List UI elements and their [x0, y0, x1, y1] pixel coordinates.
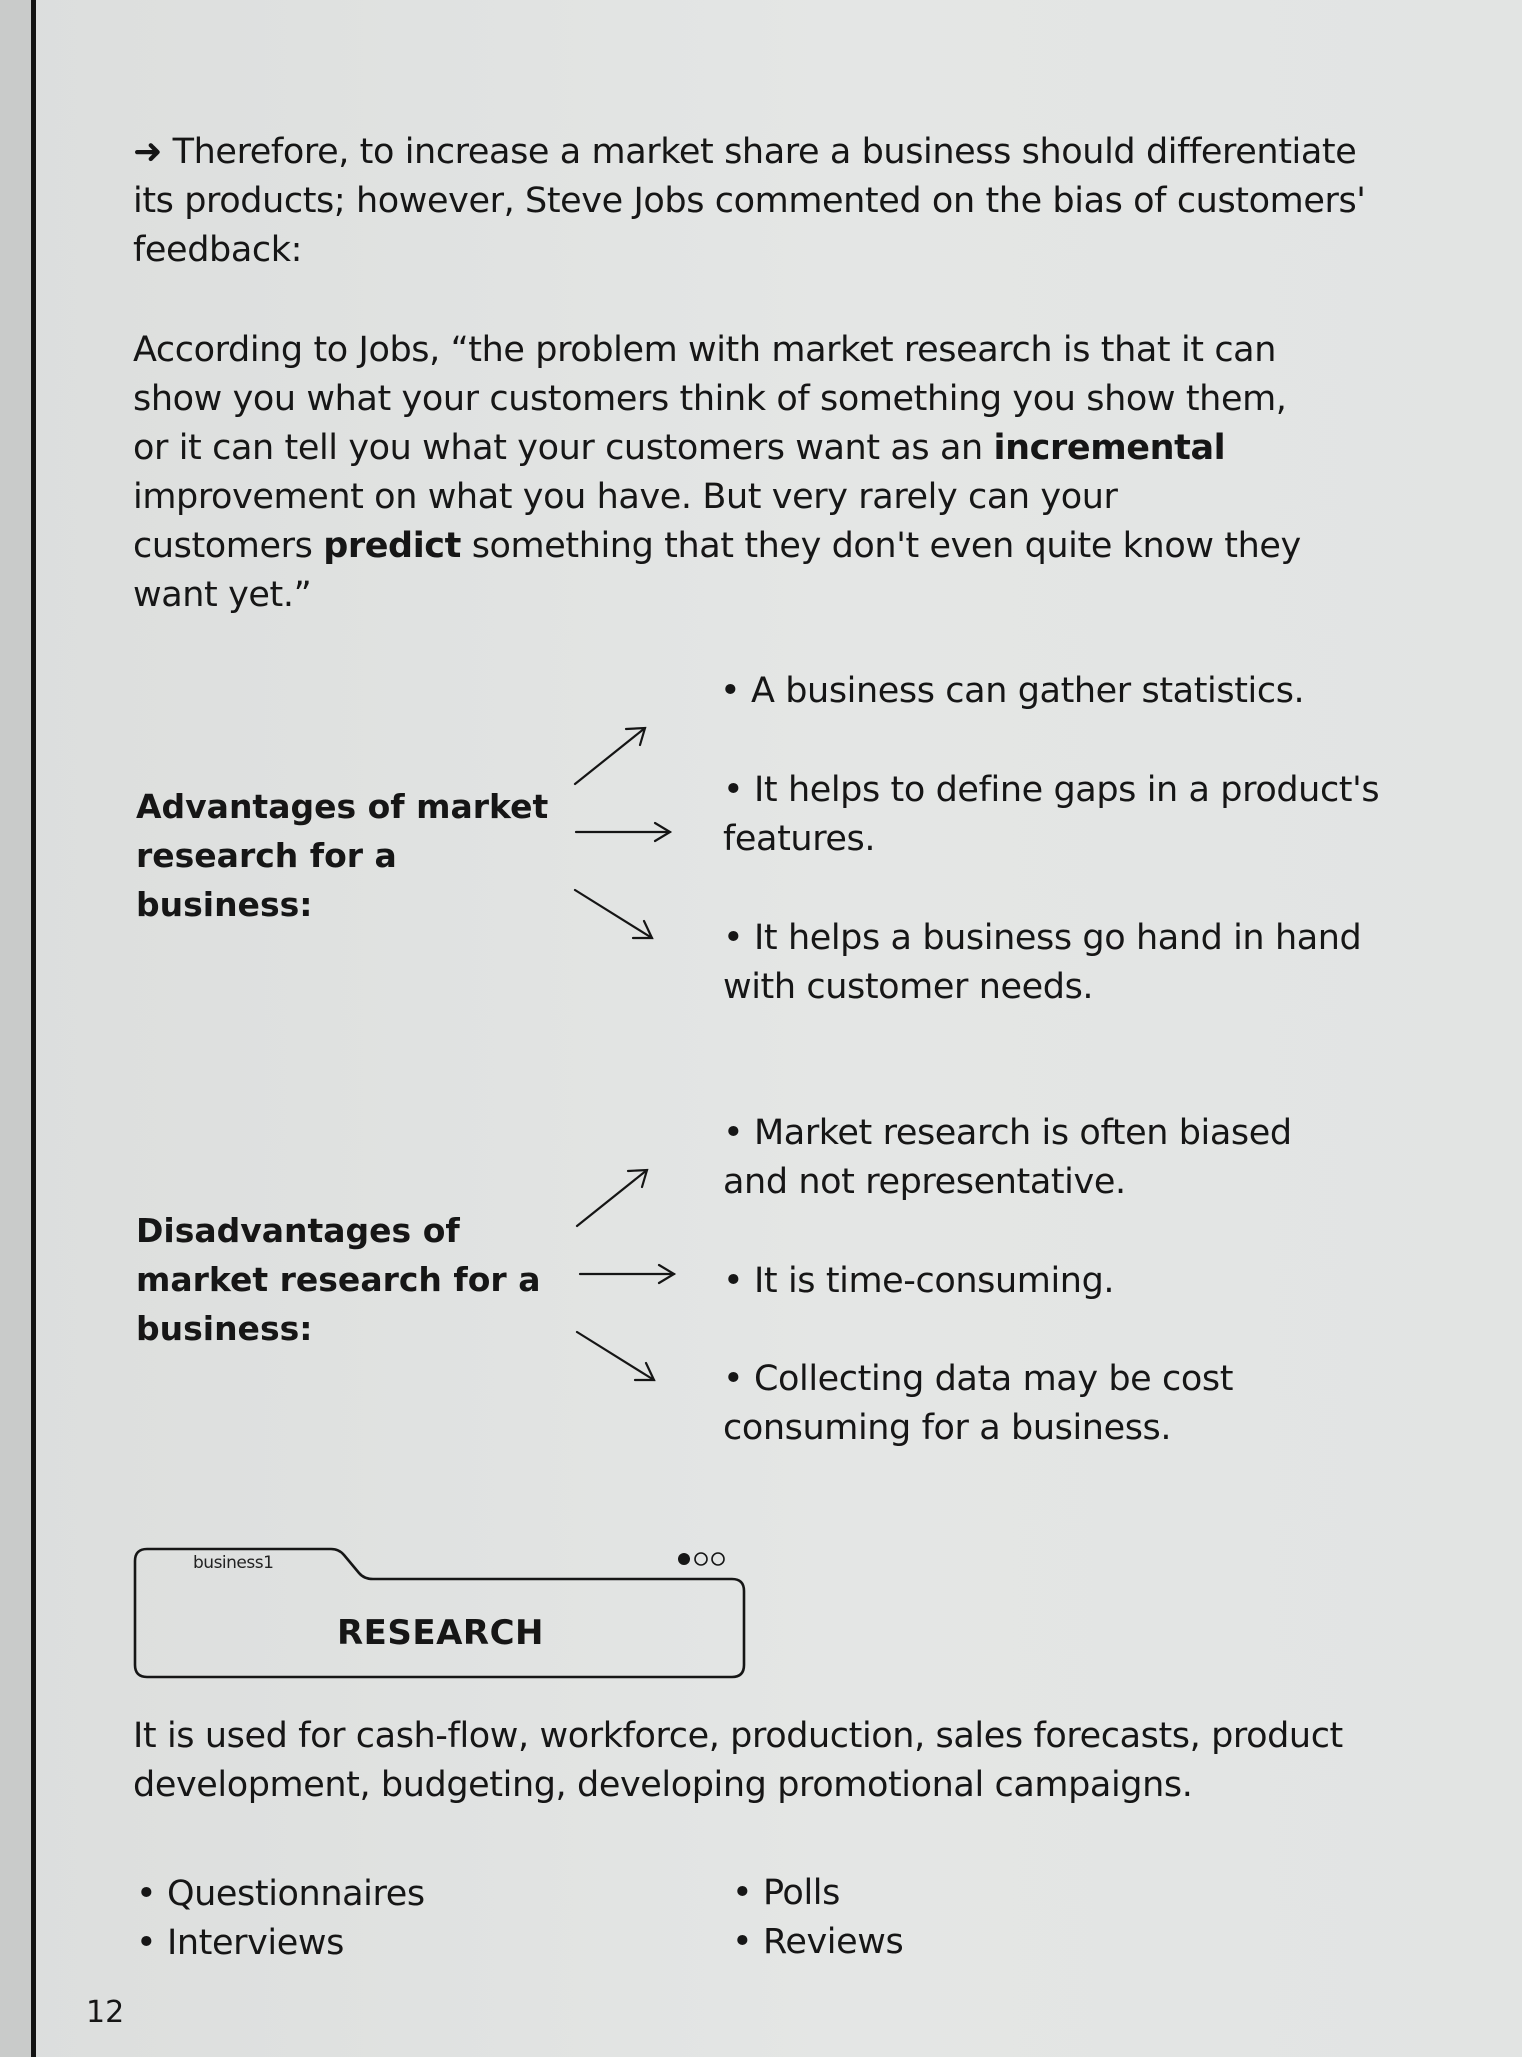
advantages-label: Advantages of market research for a business: [136, 787, 549, 924]
pagination-dots-icon [676, 1549, 726, 1569]
advantages-arrows-icon [560, 712, 690, 952]
arrow-right-icon: ➜ [133, 132, 162, 172]
advantage-item: • It helps to define gaps in a product's features. [723, 770, 1380, 859]
advantage-item: • It helps a business go hand in hand with customer needs. [723, 918, 1362, 1007]
page-number: 12 [86, 1995, 125, 2030]
method-item: • Interviews [136, 1923, 344, 1963]
disadvantages-label: Disadvantages of market research for a business: [136, 1211, 541, 1348]
disadvantages-arrows-icon [562, 1154, 692, 1394]
quote-text-2: improvement on what you have. But very rarely can your customers [133, 477, 1118, 566]
binding-spine [31, 0, 36, 2057]
disadvantage-item: • Market research is often biased and not representative. [723, 1113, 1292, 1202]
method-item: • Polls [732, 1873, 840, 1913]
jobs-quote [133, 326, 1303, 620]
quote-text-3: something that they don't even quite know they want yet.” [133, 526, 1301, 615]
method-item: • Reviews [732, 1922, 904, 1962]
card-title: RESEARCH [336, 1613, 545, 1653]
advantage-item: • A business can gather statistics. [720, 671, 1305, 711]
quote-bold-incremental: incremental [993, 428, 1226, 468]
usage-paragraph: It is used for cash-flow, workforce, production, sales forecasts, product development, budgeting, developing promotional campaigns. [133, 1716, 1343, 1805]
disadvantage-item: • It is time-consuming. [723, 1261, 1115, 1301]
quote-text-1: According to Jobs, “the problem with market research is that it can show you what your customers think of something you show them, or it can tell you what your customers want as an [133, 330, 1287, 468]
intro-text: Therefore, to increase a market share a business should differentiate its products; however, Steve Jobs commented on the bias of customers' feedback: [133, 132, 1366, 270]
intro-paragraph [133, 128, 1383, 275]
card-tab-label: business1 [193, 1553, 274, 1573]
quote-bold-predict: predict [323, 526, 461, 566]
disadvantage-item: • Collecting data may be cost consuming for a business. [723, 1359, 1234, 1448]
research-card [133, 1545, 748, 1683]
page-edge [0, 0, 31, 2057]
method-item: • Questionnaires [136, 1874, 425, 1914]
